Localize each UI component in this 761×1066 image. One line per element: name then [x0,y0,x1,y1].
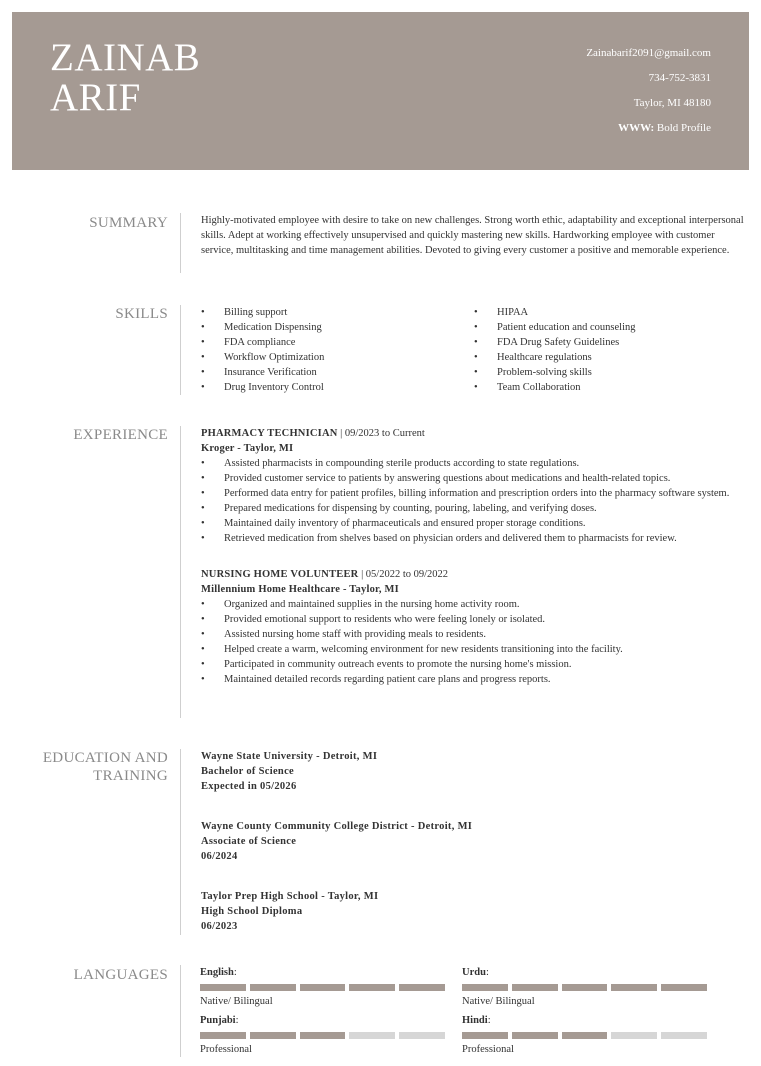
job-company-line [201,441,749,456]
language-item: Hindi: Professional [462,1013,707,1057]
language-name: Punjabi [200,1015,236,1026]
job-bullet: • Maintained daily inventory of pharmaceuticals and ensured proper storage conditions. [201,516,749,531]
rating-segment-filled [462,984,508,991]
education-body [201,749,749,959]
skill-item: • Problem-solving skills [474,365,734,380]
skills-body [201,305,749,395]
graduation-date: 06/2024 [201,851,238,862]
skills-divider [180,305,181,395]
school-name: Wayne County Community College District - Detroit, MI [201,821,473,832]
job-company-line [201,582,749,597]
education-divider [180,749,181,935]
language-name: Urdu [462,967,486,978]
skill-item: • FDA Drug Safety Guidelines [474,335,734,350]
job-bullet: • Assisted nursing home staff with providing meals to residents. [201,627,749,642]
skill-item: • Billing support [201,305,461,320]
job-company: Millennium Home Healthcare - Taylor, MI [201,584,399,595]
language-name: Hindi [462,1015,488,1026]
rating-segment-empty [349,1032,395,1039]
skills-left-column [201,305,461,395]
job-bullet: • Maintained detailed records regarding patient care plans and progress reports. [201,672,749,687]
language-level: Professional [462,1044,514,1055]
school-name: Taylor Prep High School - Taylor, MI [201,891,379,902]
education-title [20,749,168,785]
resume-header [12,12,749,170]
skill-item: • Healthcare regulations [474,350,734,365]
rating-segment-filled [562,984,608,991]
job-dates: | 09/2023 to Current [337,428,425,439]
candidate-name [50,38,200,118]
language-level: Native/ Bilingual [200,996,273,1007]
job-bullet: • Provided customer service to patients by answering questions about medications and health-related topics. [201,471,749,486]
skill-item: • Patient education and counseling [474,320,734,335]
languages-divider [180,965,181,1057]
rating-segment-filled [562,1032,608,1039]
skill-item: • FDA compliance [201,335,461,350]
summary-title: SUMMARY [89,215,168,231]
education-entry [201,889,749,934]
job-company: Kroger - Taylor, MI [201,443,294,454]
summary-text: Highly-motivated employee with desire to take on new challenges. Strong worth ethic, adaptability and exceptional interpersonal skills. Adept at working effectively unsupervised and quickly mastering new skills. Hardworking employee with customer service, multitasking and time management abilities. Devoted to giving every customer a positive and memorable experience. [201,215,744,256]
job-title-line [201,567,749,582]
job-bullet: • Retrieved medication from shelves based on physician orders and delivered them to pharmacists for review. [201,531,749,546]
rating-segment-filled [300,1032,346,1039]
job-title-line [201,426,749,441]
website-value: Bold Profile [656,122,711,134]
email[interactable]: Zainabarif2091@gmail.com [586,47,711,59]
language-name: English [200,967,234,978]
last-name: ARIF [50,76,141,119]
rating-segment-filled [200,984,246,991]
rating-segment-filled [349,984,395,991]
skill-item: • HIPAA [474,305,734,320]
job-bullet: • Participated in community outreach events to promote the nursing home's mission. [201,657,749,672]
rating-segment-filled [661,984,707,991]
skill-item: • Team Collaboration [474,380,734,395]
graduation-date: Expected in 05/2026 [201,781,297,792]
job-bullet: • Prepared medications for dispensing by counting, pouring, labeling, and verifying doses. [201,501,749,516]
job-bullet: • Performed data entry for patient profiles, billing information and prescription orders into the pharmacy software system. [201,486,749,501]
rating-segment-filled [300,984,346,991]
job-bullets [201,597,749,687]
skill-item: • Insurance Verification [201,365,461,380]
languages-title: LANGUAGES [73,967,168,983]
skill-item: • Workflow Optimization [201,350,461,365]
skills-title: SKILLS [115,306,168,322]
location: Taylor, MI 48180 [633,97,711,109]
education-entry [201,819,749,864]
degree: Associate of Science [201,836,297,847]
job-bullet: • Assisted pharmacists in compounding sterile products according to state regulations. [201,456,749,471]
rating-segment-filled [512,1032,558,1039]
skill-item: • Drug Inventory Control [201,380,461,395]
rating-segment-filled [611,984,657,991]
school-name: Wayne State University - Detroit, MI [201,751,378,762]
graduation-date: 06/2023 [201,921,238,932]
first-name: ZAINAB [50,36,201,79]
education-title-line1: EDUCATION AND [42,750,168,766]
rating-segment-filled [250,984,296,991]
rating-segment-empty [661,1032,707,1039]
skill-item: • Medication Dispensing [201,320,461,335]
language-level: Native/ Bilingual [462,996,535,1007]
phone: 734-752-3831 [648,72,711,84]
language-level: Professional [200,1044,252,1055]
rating-segment-filled [250,1032,296,1039]
experience-body [201,426,749,687]
language-item: Urdu: Native/ Bilingual [462,965,707,1009]
education-title-line2: TRAINING [93,768,168,784]
degree: High School Diploma [201,906,303,917]
job-entry [201,567,749,687]
degree: Bachelor of Science [201,766,294,777]
rating-segment-empty [611,1032,657,1039]
language-rating-bar [462,1032,707,1039]
rating-segment-filled [512,984,558,991]
job-bullet: • Helped create a warm, welcoming environment for new residents transitioning into the facility. [201,642,749,657]
website[interactable] [586,121,711,146]
rating-segment-empty [399,1032,445,1039]
education-entry [201,749,749,794]
language-rating-bar [462,984,707,991]
website-label: WWW: [618,122,655,134]
rating-segment-filled [399,984,445,991]
job-role: NURSING HOME VOLUNTEER [201,569,359,580]
language-item: English: Native/ Bilingual [200,965,445,1009]
experience-divider [180,426,181,718]
job-bullets [201,456,749,546]
language-rating-bar [200,1032,445,1039]
job-entry [201,426,749,546]
job-role: PHARMACY TECHNICIAN [201,428,338,439]
job-dates: | 05/2022 to 09/2022 [358,569,449,580]
language-rating-bar [200,984,445,991]
rating-segment-filled [462,1032,508,1039]
job-bullet: • Provided emotional support to residents who were feeling lonely or isolated. [201,612,749,627]
job-bullet: • Organized and maintained supplies in the nursing home activity room. [201,597,749,612]
language-item: Punjabi: Professional [200,1013,445,1057]
experience-title: EXPERIENCE [73,427,168,443]
contact-info [586,46,711,146]
rating-segment-filled [200,1032,246,1039]
summary-divider [180,213,181,273]
skills-right-column [474,305,734,395]
